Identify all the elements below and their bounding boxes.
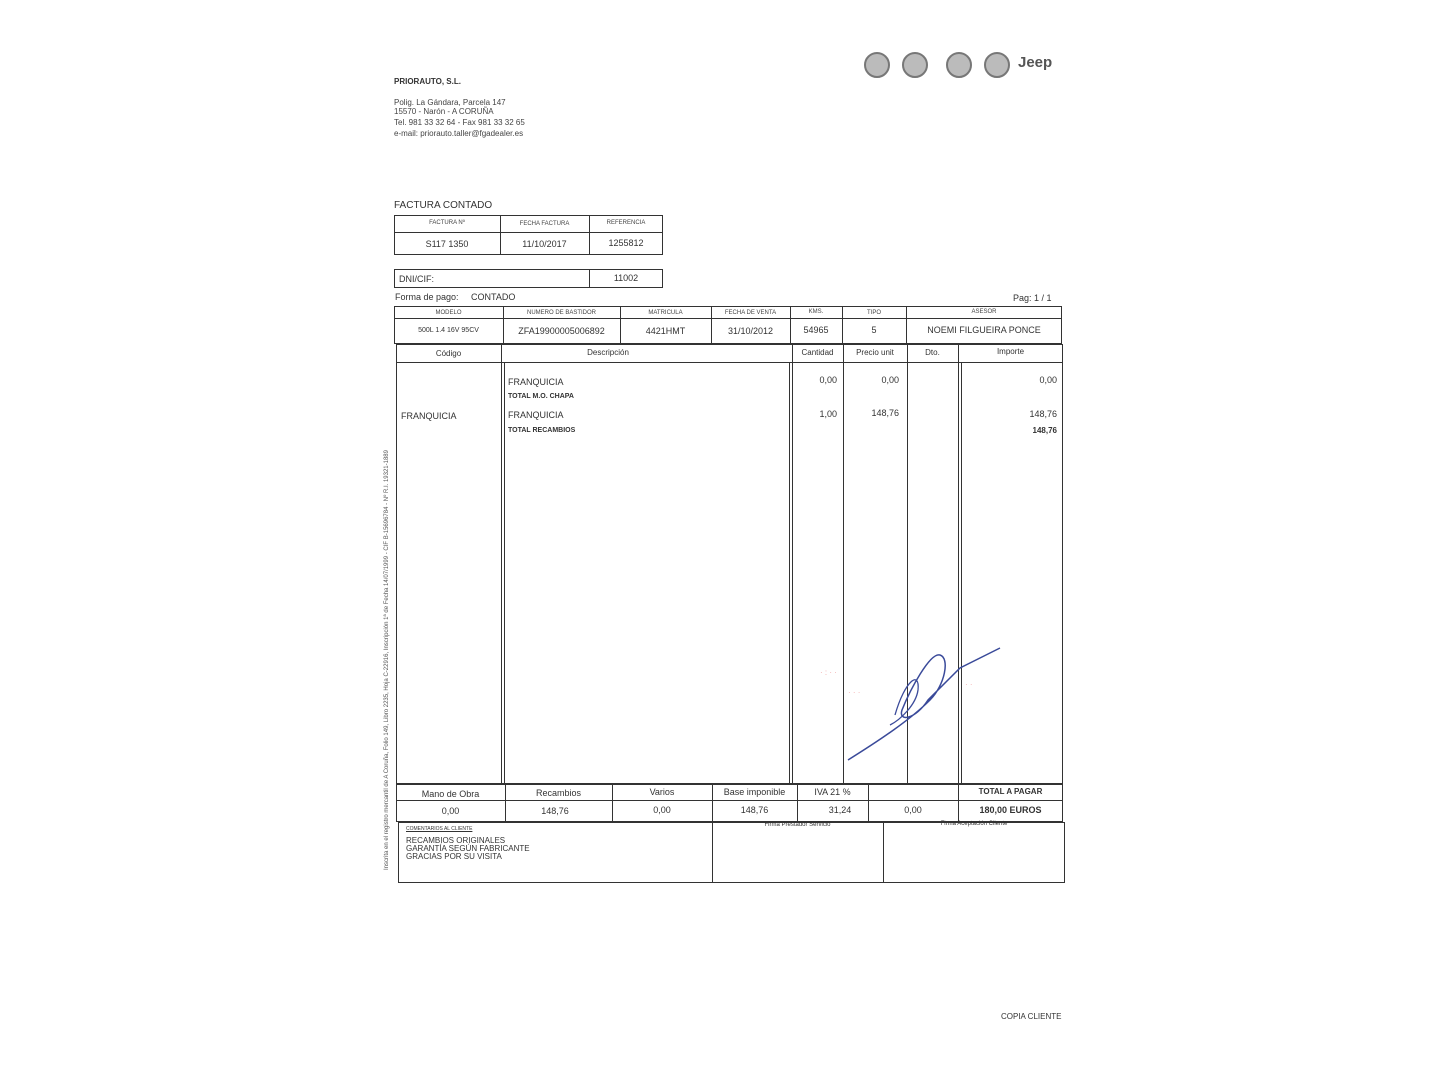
client-signature-label: Firma Aceptación Cliente <box>940 821 1008 827</box>
type-label: TIPO <box>866 310 881 316</box>
invoice-number: S117 1350 <box>425 239 469 249</box>
dni-label: DNI/CIF: <box>399 274 434 284</box>
comments-label: COMENTARIOS AL CLIENTE <box>406 826 473 832</box>
misc-value: 0,00 <box>653 805 671 815</box>
col-discount: Dto. <box>925 348 940 357</box>
payment-value: CONTADO <box>471 292 516 302</box>
item-code: FRANQUICIA <box>401 411 457 421</box>
item-price: 148,76 <box>871 408 899 418</box>
item-amount: 148,76 <box>1032 426 1057 435</box>
discount-value: 0,00 <box>904 805 922 815</box>
tax-base-value: 148,76 <box>740 805 769 815</box>
comment-line: RECAMBIOS ORIGINALES <box>406 836 506 845</box>
kms-value: 54965 <box>803 325 829 335</box>
page-number: Pag: 1 / 1 <box>1013 293 1052 303</box>
address-line: e-mail: priorauto.taller@fgadealer.es <box>394 129 524 138</box>
advisor-label: ASESOR <box>971 309 997 315</box>
col-unit-price: Precio unit <box>856 348 894 357</box>
stamp-mark: · · · <box>848 688 861 697</box>
stamp-mark: · : · · <box>820 668 837 677</box>
fiat-logo-icon <box>902 52 928 78</box>
alfa-logo-icon <box>946 52 972 78</box>
sale-date-value: 31/10/2012 <box>727 326 774 336</box>
total-value: 180,00 EUROS <box>979 805 1042 815</box>
parts-label: Recambios <box>535 788 582 798</box>
address-line: Tel. 981 33 32 64 - Fax 981 33 32 65 <box>394 118 525 127</box>
col-quantity: Cantidad <box>801 348 834 357</box>
comment-line: GARANTÍA SEGÚN FABRICANTE <box>406 844 530 853</box>
chassis-label: NUMERO DE BASTIDOR <box>526 310 596 316</box>
labor-label: Mano de Obra <box>421 789 480 799</box>
item-price: 0,00 <box>881 375 899 385</box>
sale-date-label: FECHA DE VENTA <box>724 310 777 316</box>
model-value: 500L 1.4 16V 95CV <box>418 327 479 334</box>
invoice-number-label: FACTURA Nº <box>429 220 465 226</box>
document-title: FACTURA CONTADO <box>394 200 493 211</box>
invoice-date-label: FECHA FACTURA <box>519 221 570 227</box>
address-line: 15570 - Narón - A CORUÑA <box>394 107 494 116</box>
vat-value: 31,24 <box>828 805 852 815</box>
kms-label: KMS. <box>808 309 824 315</box>
vat-label: IVA 21 % <box>814 787 851 797</box>
plate-value: 4421HMT <box>645 326 686 336</box>
invoice-date: 11/10/2017 <box>522 239 567 249</box>
copy-label: COPIA CLIENTE <box>1001 1012 1062 1021</box>
parts-value: 148,76 <box>541 806 569 816</box>
item-desc: FRANQUICIA <box>508 377 564 387</box>
jeep-logo: Jeep <box>1018 54 1053 71</box>
address-line: Polig. La Gándara, Parcela 147 <box>394 98 506 107</box>
item-amount: 148,76 <box>1029 409 1057 419</box>
item-desc: TOTAL RECAMBIOS <box>508 427 576 434</box>
item-desc: TOTAL M.O. CHAPA <box>508 393 574 400</box>
lancia-logo-icon <box>864 52 890 78</box>
company-name: PRIORAUTO, S.L. <box>394 77 461 86</box>
type-value: 5 <box>871 325 877 335</box>
labor-value: 0,00 <box>441 806 460 816</box>
chassis-value: ZFA19900005006892 <box>518 326 605 336</box>
item-qty: 0,00 <box>819 375 837 385</box>
misc-label: Varios <box>649 787 675 797</box>
model-label: MODELO <box>435 310 462 316</box>
item-desc: FRANQUICIA <box>508 410 564 420</box>
brand-logos <box>860 48 1060 84</box>
advisor-value: NOEMI FILGUEIRA PONCE <box>927 325 1041 335</box>
registry-note: Inscrita en el registro mercantil de A Coruña, Folio 149, Libro 2235, Hoja C-22916, Inscripción 1ª de Fecha 14/07/1999 - CIF B-15696784 - Nº R.I. 19321-1889 <box>384 450 390 870</box>
col-amount: Importe <box>996 347 1025 356</box>
fiat-professional-logo-icon <box>984 52 1010 78</box>
item-amount: 0,00 <box>1039 375 1057 385</box>
provider-signature-label: Firma Prestador Servicio <box>764 822 831 828</box>
item-qty: 1,00 <box>819 409 837 419</box>
tax-base-label: Base imponible <box>723 787 786 797</box>
col-description: Descripción <box>587 348 629 357</box>
reference-label: REFERENCIA <box>606 220 646 226</box>
reference-value: 1255812 <box>608 238 644 248</box>
stamp-mark: · · <box>965 680 973 689</box>
dni-value: 11002 <box>613 273 639 283</box>
col-code: Código <box>435 349 462 358</box>
total-label: TOTAL A PAGAR <box>978 787 1043 796</box>
plate-label: MATRICULA <box>648 310 683 316</box>
signature-icon <box>840 640 1010 770</box>
payment-label: Forma de pago: <box>395 292 459 302</box>
comment-line: GRACIAS POR SU VISITA <box>406 852 502 861</box>
